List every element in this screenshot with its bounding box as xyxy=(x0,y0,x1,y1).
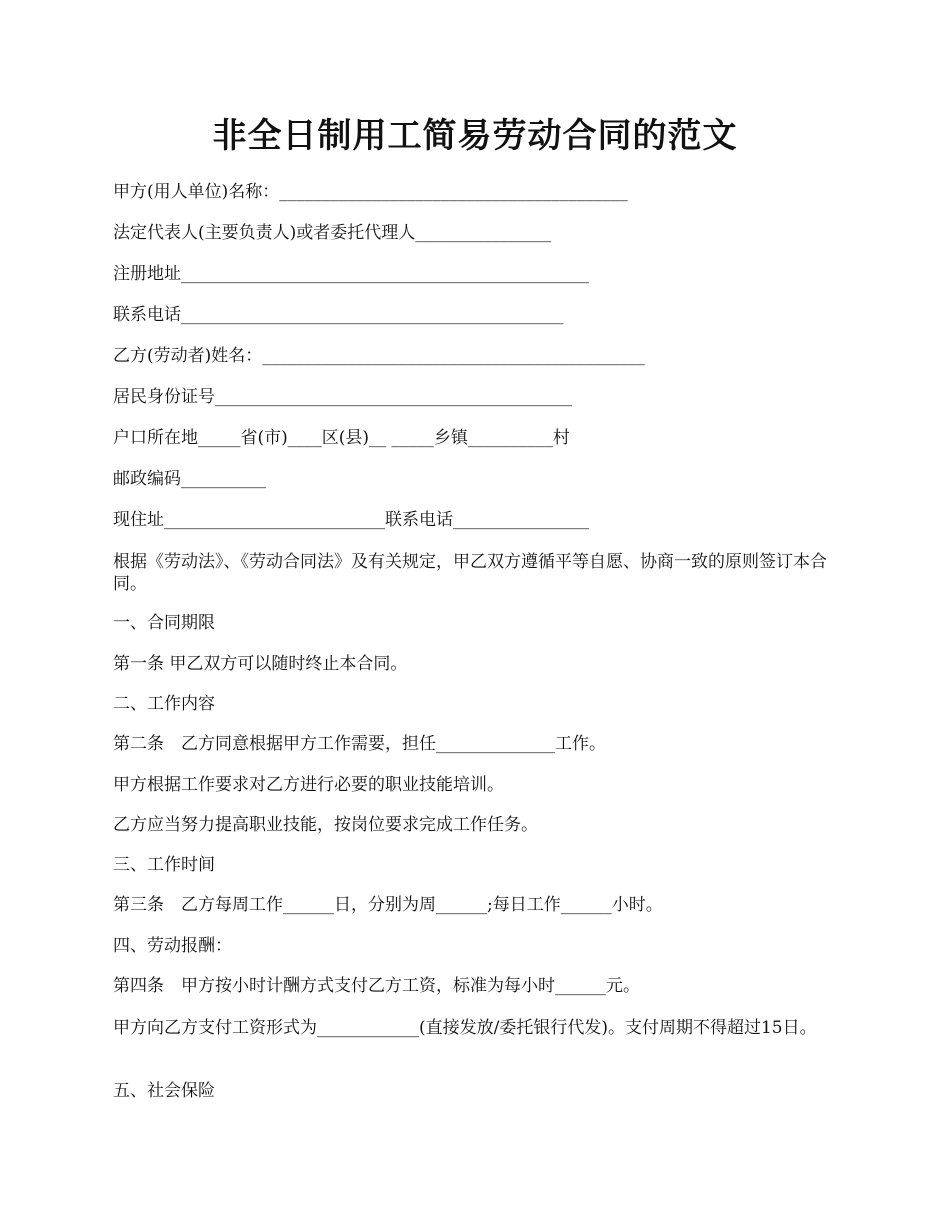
payment-form-paragraph: 甲方向乙方支付工资形式为____________(直接发放/委托银行代发)。支付周期不得超过15日。 xyxy=(113,1018,817,1038)
id-number-line: 居民身份证号__________________________________________ xyxy=(113,387,572,407)
postal-code-line: 邮政编码__________ xyxy=(113,469,266,489)
employer-name-line: 甲方(用人单位)名称：_________________________________________ xyxy=(113,182,628,202)
registered-address-line: 注册地址________________________________________________ xyxy=(113,264,589,284)
article-4: 第四条 甲方按小时计酬方式支付乙方工资，标准为每小时______元。 xyxy=(113,976,640,996)
section-heading-work-time: 三、工作时间 xyxy=(113,855,215,875)
article-3: 第三条 乙方每周工作______日，分别为周______;每日工作______小时。 xyxy=(113,895,663,915)
training-paragraph: 甲方根据工作要求对乙方进行必要的职业技能培训。 xyxy=(113,775,504,795)
section-heading-term: 一、合同期限 xyxy=(113,613,215,633)
section-heading-social-insurance: 五、社会保险 xyxy=(113,1081,215,1101)
household-registration-line: 户口所在地_____省(市)____区(县)__ _____乡镇__________村 xyxy=(113,428,570,448)
article-2: 第二条 乙方同意根据甲方工作需要，担任______________工作。 xyxy=(113,734,606,754)
section-heading-pay: 四、劳动报酬： xyxy=(113,936,232,956)
article-1: 第一条 甲乙双方可以随时终止本合同。 xyxy=(113,654,408,674)
employee-name-line: 乙方(劳动者)姓名：_____________________________________________ xyxy=(113,346,645,366)
legal-representative-line: 法定代表人(主要负责人)或者委托代理人________________ xyxy=(113,223,552,243)
duty-paragraph: 乙方应当努力提高职业技能，按岗位要求完成工作任务。 xyxy=(113,815,538,835)
document-title: 非全日制用工简易劳动合同的范文 xyxy=(212,116,738,156)
preamble-paragraph: 根据《劳动法》、《劳动合同法》及有关规定，甲乙双方遵循平等自愿、协商一致的原则签订本合同。 xyxy=(113,552,827,594)
current-address-line: 现住址__________________________联系电话________________ xyxy=(113,510,589,530)
employer-phone-line: 联系电话_____________________________________________ xyxy=(113,305,564,325)
section-heading-work-content: 二、工作内容 xyxy=(113,694,215,714)
